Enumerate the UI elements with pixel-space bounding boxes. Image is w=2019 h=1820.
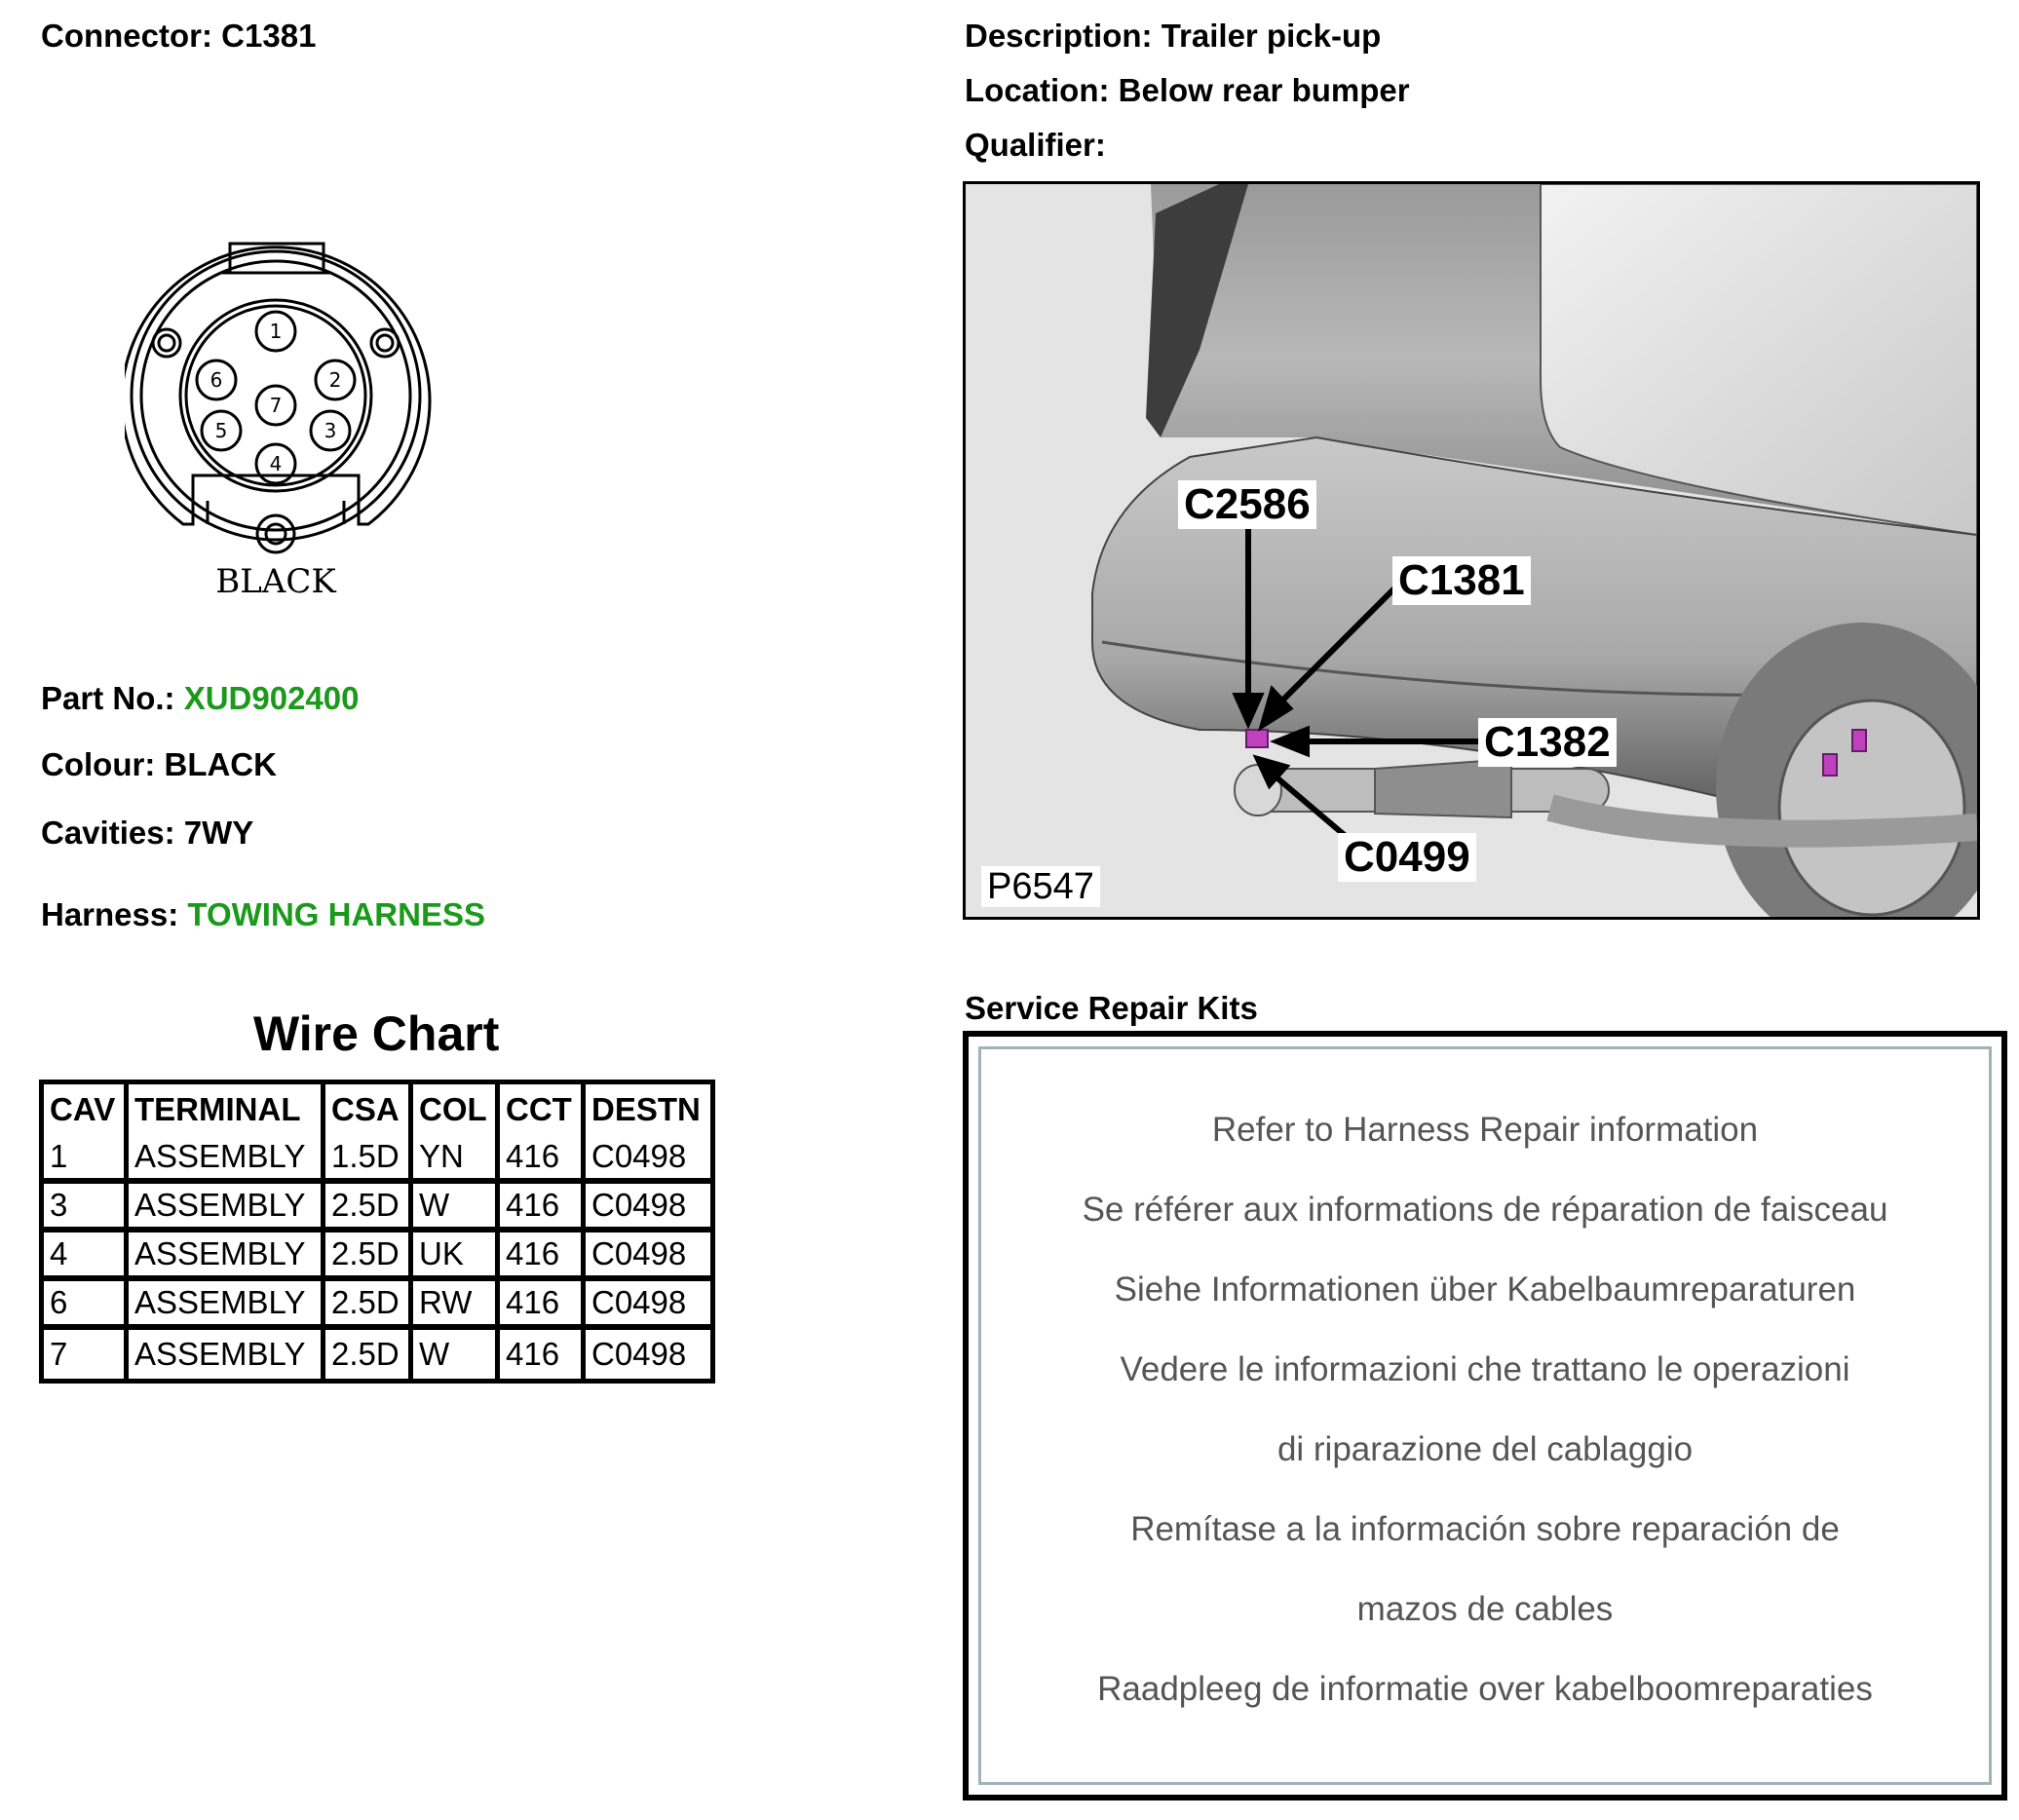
table-row bbox=[44, 1135, 710, 1184]
location-label: Location: bbox=[965, 72, 1110, 108]
cell-terminal: ASSEMBLY bbox=[129, 1232, 325, 1281]
location bbox=[965, 74, 1410, 106]
harness-label: Harness: bbox=[41, 896, 179, 932]
connector-value: C1381 bbox=[221, 18, 317, 54]
cell-terminal: ASSEMBLY bbox=[129, 1330, 325, 1379]
cell-csa: 2.5D bbox=[325, 1281, 413, 1330]
wire-chart-table bbox=[39, 1080, 715, 1384]
cell-csa: 2.5D bbox=[325, 1232, 413, 1281]
pin-label-7: 7 bbox=[269, 394, 283, 417]
cell-destn: C0498 bbox=[586, 1135, 710, 1184]
cell-cav: 1 bbox=[44, 1135, 129, 1184]
header-destn: DESTN bbox=[586, 1084, 710, 1135]
cavities-label: Cavities: bbox=[41, 815, 175, 851]
cell-cct: 416 bbox=[500, 1184, 586, 1232]
harness-value[interactable]: TOWING HARNESS bbox=[187, 896, 485, 932]
service-repair-kits-heading: Service Repair Kits bbox=[965, 990, 1258, 1026]
harness bbox=[41, 898, 485, 930]
callout-c1382: C1382 bbox=[1478, 718, 1617, 767]
cell-terminal: ASSEMBLY bbox=[129, 1135, 325, 1184]
header-cav: CAV bbox=[44, 1084, 129, 1135]
cell-destn: C0498 bbox=[586, 1184, 710, 1232]
cell-destn: C0498 bbox=[586, 1232, 710, 1281]
photo-reference: P6547 bbox=[981, 866, 1100, 907]
colour bbox=[41, 748, 277, 780]
cell-cct: 416 bbox=[500, 1281, 586, 1330]
kit-line-es-1: Remítase a la información sobre reparación de bbox=[1130, 1510, 1840, 1548]
cell-col: W bbox=[413, 1330, 500, 1379]
pin-label-6: 6 bbox=[210, 368, 223, 392]
description-value: Trailer pick-up bbox=[1161, 18, 1382, 54]
cell-cct: 416 bbox=[500, 1232, 586, 1281]
table-row bbox=[44, 1330, 710, 1379]
connector-id bbox=[41, 19, 316, 52]
cell-cav: 7 bbox=[44, 1330, 129, 1379]
callout-c0499: C0499 bbox=[1338, 833, 1476, 882]
cavities-value: 7WY bbox=[183, 815, 254, 851]
callout-c2586: C2586 bbox=[1178, 480, 1316, 529]
cell-col: W bbox=[413, 1184, 500, 1232]
part-number bbox=[41, 682, 359, 714]
cell-csa: 2.5D bbox=[325, 1184, 413, 1232]
cell-cav: 6 bbox=[44, 1281, 129, 1330]
header-csa: CSA bbox=[325, 1084, 413, 1135]
cell-col: RW bbox=[413, 1281, 500, 1330]
part-number-label: Part No.: bbox=[41, 680, 175, 716]
cell-col: UK bbox=[413, 1232, 500, 1281]
header-col: COL bbox=[413, 1084, 500, 1135]
vehicle-rear-illustration bbox=[966, 184, 1977, 917]
cell-csa: 2.5D bbox=[325, 1330, 413, 1379]
description bbox=[965, 19, 1381, 52]
colour-label: Colour: bbox=[41, 746, 156, 782]
colour-value: BLACK bbox=[164, 746, 277, 782]
kit-line-it-1: Vedere le informazioni che trattano le operazioni bbox=[1120, 1350, 1850, 1388]
location-value: Below rear bumper bbox=[1118, 72, 1410, 108]
cell-destn: C0498 bbox=[586, 1281, 710, 1330]
table-row bbox=[44, 1281, 710, 1330]
wire-chart-title: Wire Chart bbox=[253, 1006, 500, 1061]
service-repair-kits-box bbox=[963, 1031, 2007, 1801]
table-row bbox=[44, 1232, 710, 1281]
pin-label-3: 3 bbox=[324, 419, 337, 442]
connector-colour-text: BLACK bbox=[215, 562, 336, 601]
kit-line-en: Refer to Harness Repair information bbox=[1211, 1111, 1759, 1149]
callout-c1381: C1381 bbox=[1392, 556, 1531, 605]
description-label: Description: bbox=[965, 18, 1153, 54]
header-cct: CCT bbox=[500, 1084, 586, 1135]
service-repair-kits-inner bbox=[978, 1046, 1992, 1785]
qualifier bbox=[965, 129, 1106, 161]
header-terminal: TERMINAL bbox=[129, 1084, 325, 1135]
cell-terminal: ASSEMBLY bbox=[129, 1281, 325, 1330]
kit-line-de: Siehe Informationen über Kabelbaumreparaturen bbox=[1114, 1270, 1856, 1308]
part-number-value[interactable]: XUD902400 bbox=[183, 680, 360, 716]
pin-label-5: 5 bbox=[214, 419, 228, 442]
connector-face-drawing bbox=[125, 232, 456, 602]
kit-line-fr: Se référer aux informations de réparation de faisceau bbox=[1082, 1191, 1888, 1229]
cell-col: YN bbox=[413, 1135, 500, 1184]
connector-label: Connector: bbox=[41, 18, 212, 54]
kit-line-it-2: di riparazione del cablaggio bbox=[1276, 1430, 1694, 1468]
pin-label-2: 2 bbox=[328, 368, 342, 392]
cavities bbox=[41, 816, 253, 849]
location-figure bbox=[963, 181, 1980, 920]
table-row bbox=[44, 1184, 710, 1232]
cell-terminal: ASSEMBLY bbox=[129, 1184, 325, 1232]
qualifier-label: Qualifier: bbox=[965, 127, 1106, 163]
kit-line-nl: Raadpleeg de informatie over kabelboomreparaties bbox=[1097, 1670, 1873, 1708]
pin-label-1: 1 bbox=[269, 320, 283, 343]
cell-cav: 4 bbox=[44, 1232, 129, 1281]
wire-chart-header-row bbox=[44, 1084, 710, 1135]
cell-cav: 3 bbox=[44, 1184, 129, 1232]
cell-cct: 416 bbox=[500, 1330, 586, 1379]
cell-destn: C0498 bbox=[586, 1330, 710, 1379]
cell-cct: 416 bbox=[500, 1135, 586, 1184]
kit-line-es-2: mazos de cables bbox=[1356, 1590, 1614, 1628]
pin-label-4: 4 bbox=[269, 452, 283, 475]
cell-csa: 1.5D bbox=[325, 1135, 413, 1184]
